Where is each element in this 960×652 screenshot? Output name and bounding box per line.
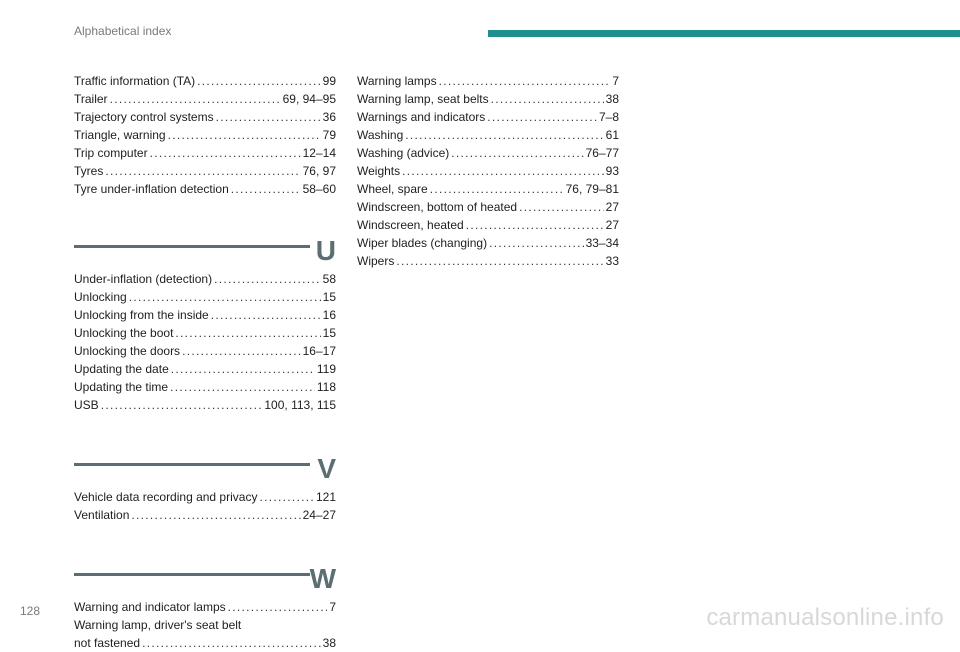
entry-pages: 76, 97 [302,164,336,178]
entry-term: Updating the time [74,380,169,394]
index-entry [74,90,336,108]
entry-term: Warnings and indicators [357,110,486,124]
index-entry [74,488,336,506]
index-entry [74,162,336,180]
leader-dots [101,396,263,414]
index-entry [74,180,336,198]
leader-dots [171,360,315,378]
watermark-text: carmanualsonline.info [706,604,944,631]
entry-pages: 76, 79–81 [565,182,619,196]
index-entry [74,360,336,378]
index-entry [74,396,336,414]
section-letter: W [309,563,336,594]
entry-term: Vehicle data recording and privacy [74,490,258,504]
entry-pages: 12–14 [302,146,336,160]
entry-pages: 99 [322,74,336,88]
index-entry [74,598,336,616]
index-entry [74,288,336,306]
entry-term: Updating the date [74,362,169,376]
index-entry-continuation [74,634,336,652]
index-entry [357,126,619,144]
leader-dots [405,126,603,144]
entry-pages: 16 [322,308,336,322]
leader-dots [129,288,321,306]
entry-pages: 7–8 [598,110,619,124]
section-header-u [74,222,336,266]
entry-pages: 27 [605,218,619,232]
entry-pages: 24–27 [302,508,336,522]
entry-pages: 61 [605,128,619,142]
leader-dots [487,108,597,126]
leader-dots [439,72,611,90]
entry-term: Unlocking [74,290,127,304]
running-header: Alphabetical index [74,24,172,38]
leader-dots [228,598,328,616]
entry-term: Wheel, spare [357,182,428,196]
leader-dots [211,306,321,324]
leader-dots [491,90,604,108]
entry-pages: 118 [316,380,336,394]
leader-dots [131,506,300,524]
entry-term: Washing (advice) [357,146,450,160]
section-rule [74,245,310,248]
entry-pages: 33–34 [585,236,619,250]
leader-dots [214,270,321,288]
index-entry [74,144,336,162]
leader-dots [182,342,301,360]
entry-pages: 15 [322,290,336,304]
index-entry [357,108,619,126]
entry-term: Weights [357,164,401,178]
index-entry [357,198,619,216]
entry-term: Triangle, warning [74,128,166,142]
entry-term-line2: not fastened [74,636,141,650]
leader-dots [110,90,281,108]
entry-term: Unlocking from the inside [74,308,209,322]
entry-term-line1: Warning lamp, driver's seat belt [74,618,242,632]
leader-dots [451,144,583,162]
index-entry [357,234,619,252]
section-header-w [74,550,336,594]
index-entry [357,162,619,180]
leader-dots [430,180,564,198]
entry-term: USB [74,398,99,412]
section-letter: V [317,453,336,484]
entry-pages: 121 [315,490,336,504]
index-entry [74,108,336,126]
entry-term: Trip computer [74,146,148,160]
index-entry [74,342,336,360]
index-entry [74,506,336,524]
page-number: 128 [20,604,41,618]
section-header-v [74,440,336,484]
leader-dots [231,180,301,198]
entry-pages: 76–77 [585,146,619,160]
entry-pages: 7 [329,600,336,614]
entry-term: Tyre under-inflation detection [74,182,229,196]
entry-term: Warning lamp, seat belts [357,92,489,106]
entry-pages: 69, 94–95 [282,92,336,106]
leader-dots [466,216,604,234]
leader-dots [259,488,314,506]
entry-term: Warning lamps [357,74,437,88]
entry-pages: 38 [605,92,619,106]
section-w [74,550,336,652]
section-letter: U [315,235,336,266]
entry-term: Ventilation [74,508,130,522]
index-entry [357,90,619,108]
entry-term: Washing [357,128,404,142]
entry-term: Windscreen, bottom of heated [357,200,518,214]
leader-dots [150,144,301,162]
entry-pages: 79 [322,128,336,142]
entry-pages: 7 [612,74,619,88]
entry-term: Unlocking the boot [74,326,174,340]
index-entry [357,252,619,270]
section-rule [74,573,310,576]
entry-pages: 27 [605,200,619,214]
section-rule [74,463,310,466]
leader-dots [216,108,321,126]
leader-dots [519,198,604,216]
leader-dots [175,324,320,342]
section-u [74,222,336,414]
section-t-entries [74,72,336,198]
entry-term: Wipers [357,254,395,268]
section-v [74,440,336,524]
index-entry-multiline [74,616,336,652]
entry-term: Trailer [74,92,108,106]
entry-pages: 38 [322,636,336,650]
leader-dots [197,72,321,90]
entry-pages: 16–17 [302,344,336,358]
entry-term: Under-inflation (detection) [74,272,213,286]
header-accent-bar [488,30,960,37]
entry-term: Traffic information (TA) [74,74,196,88]
index-entry [74,324,336,342]
index-entry [357,144,619,162]
entry-term: Unlocking the doors [74,344,181,358]
index-column-right [357,72,619,270]
entry-pages: 58 [322,272,336,286]
leader-dots [402,162,604,180]
entry-pages: 33 [605,254,619,268]
entry-term: Wiper blades (changing) [357,236,488,250]
entry-term: Trajectory control systems [74,110,214,124]
index-entry [357,180,619,198]
leader-dots [168,126,321,144]
leader-dots [142,634,321,652]
leader-dots [489,234,584,252]
entry-pages: 15 [322,326,336,340]
entry-pages: 93 [605,164,619,178]
entry-pages: 119 [316,362,336,376]
index-entry [74,72,336,90]
entry-term: Windscreen, heated [357,218,464,232]
leader-dots [396,252,603,270]
index-entry [74,306,336,324]
index-entry [74,378,336,396]
entry-term: Tyres [74,164,104,178]
index-entry [357,72,619,90]
entry-pages: 36 [322,110,336,124]
index-entry [74,126,336,144]
entry-pages: 58–60 [302,182,336,196]
entry-term: Warning and indicator lamps [74,600,226,614]
entry-pages: 100, 113, 115 [264,398,336,412]
index-entry [74,270,336,288]
leader-dots [170,378,315,396]
index-entry [357,216,619,234]
index-column-left [74,72,336,652]
leader-dots [105,162,300,180]
